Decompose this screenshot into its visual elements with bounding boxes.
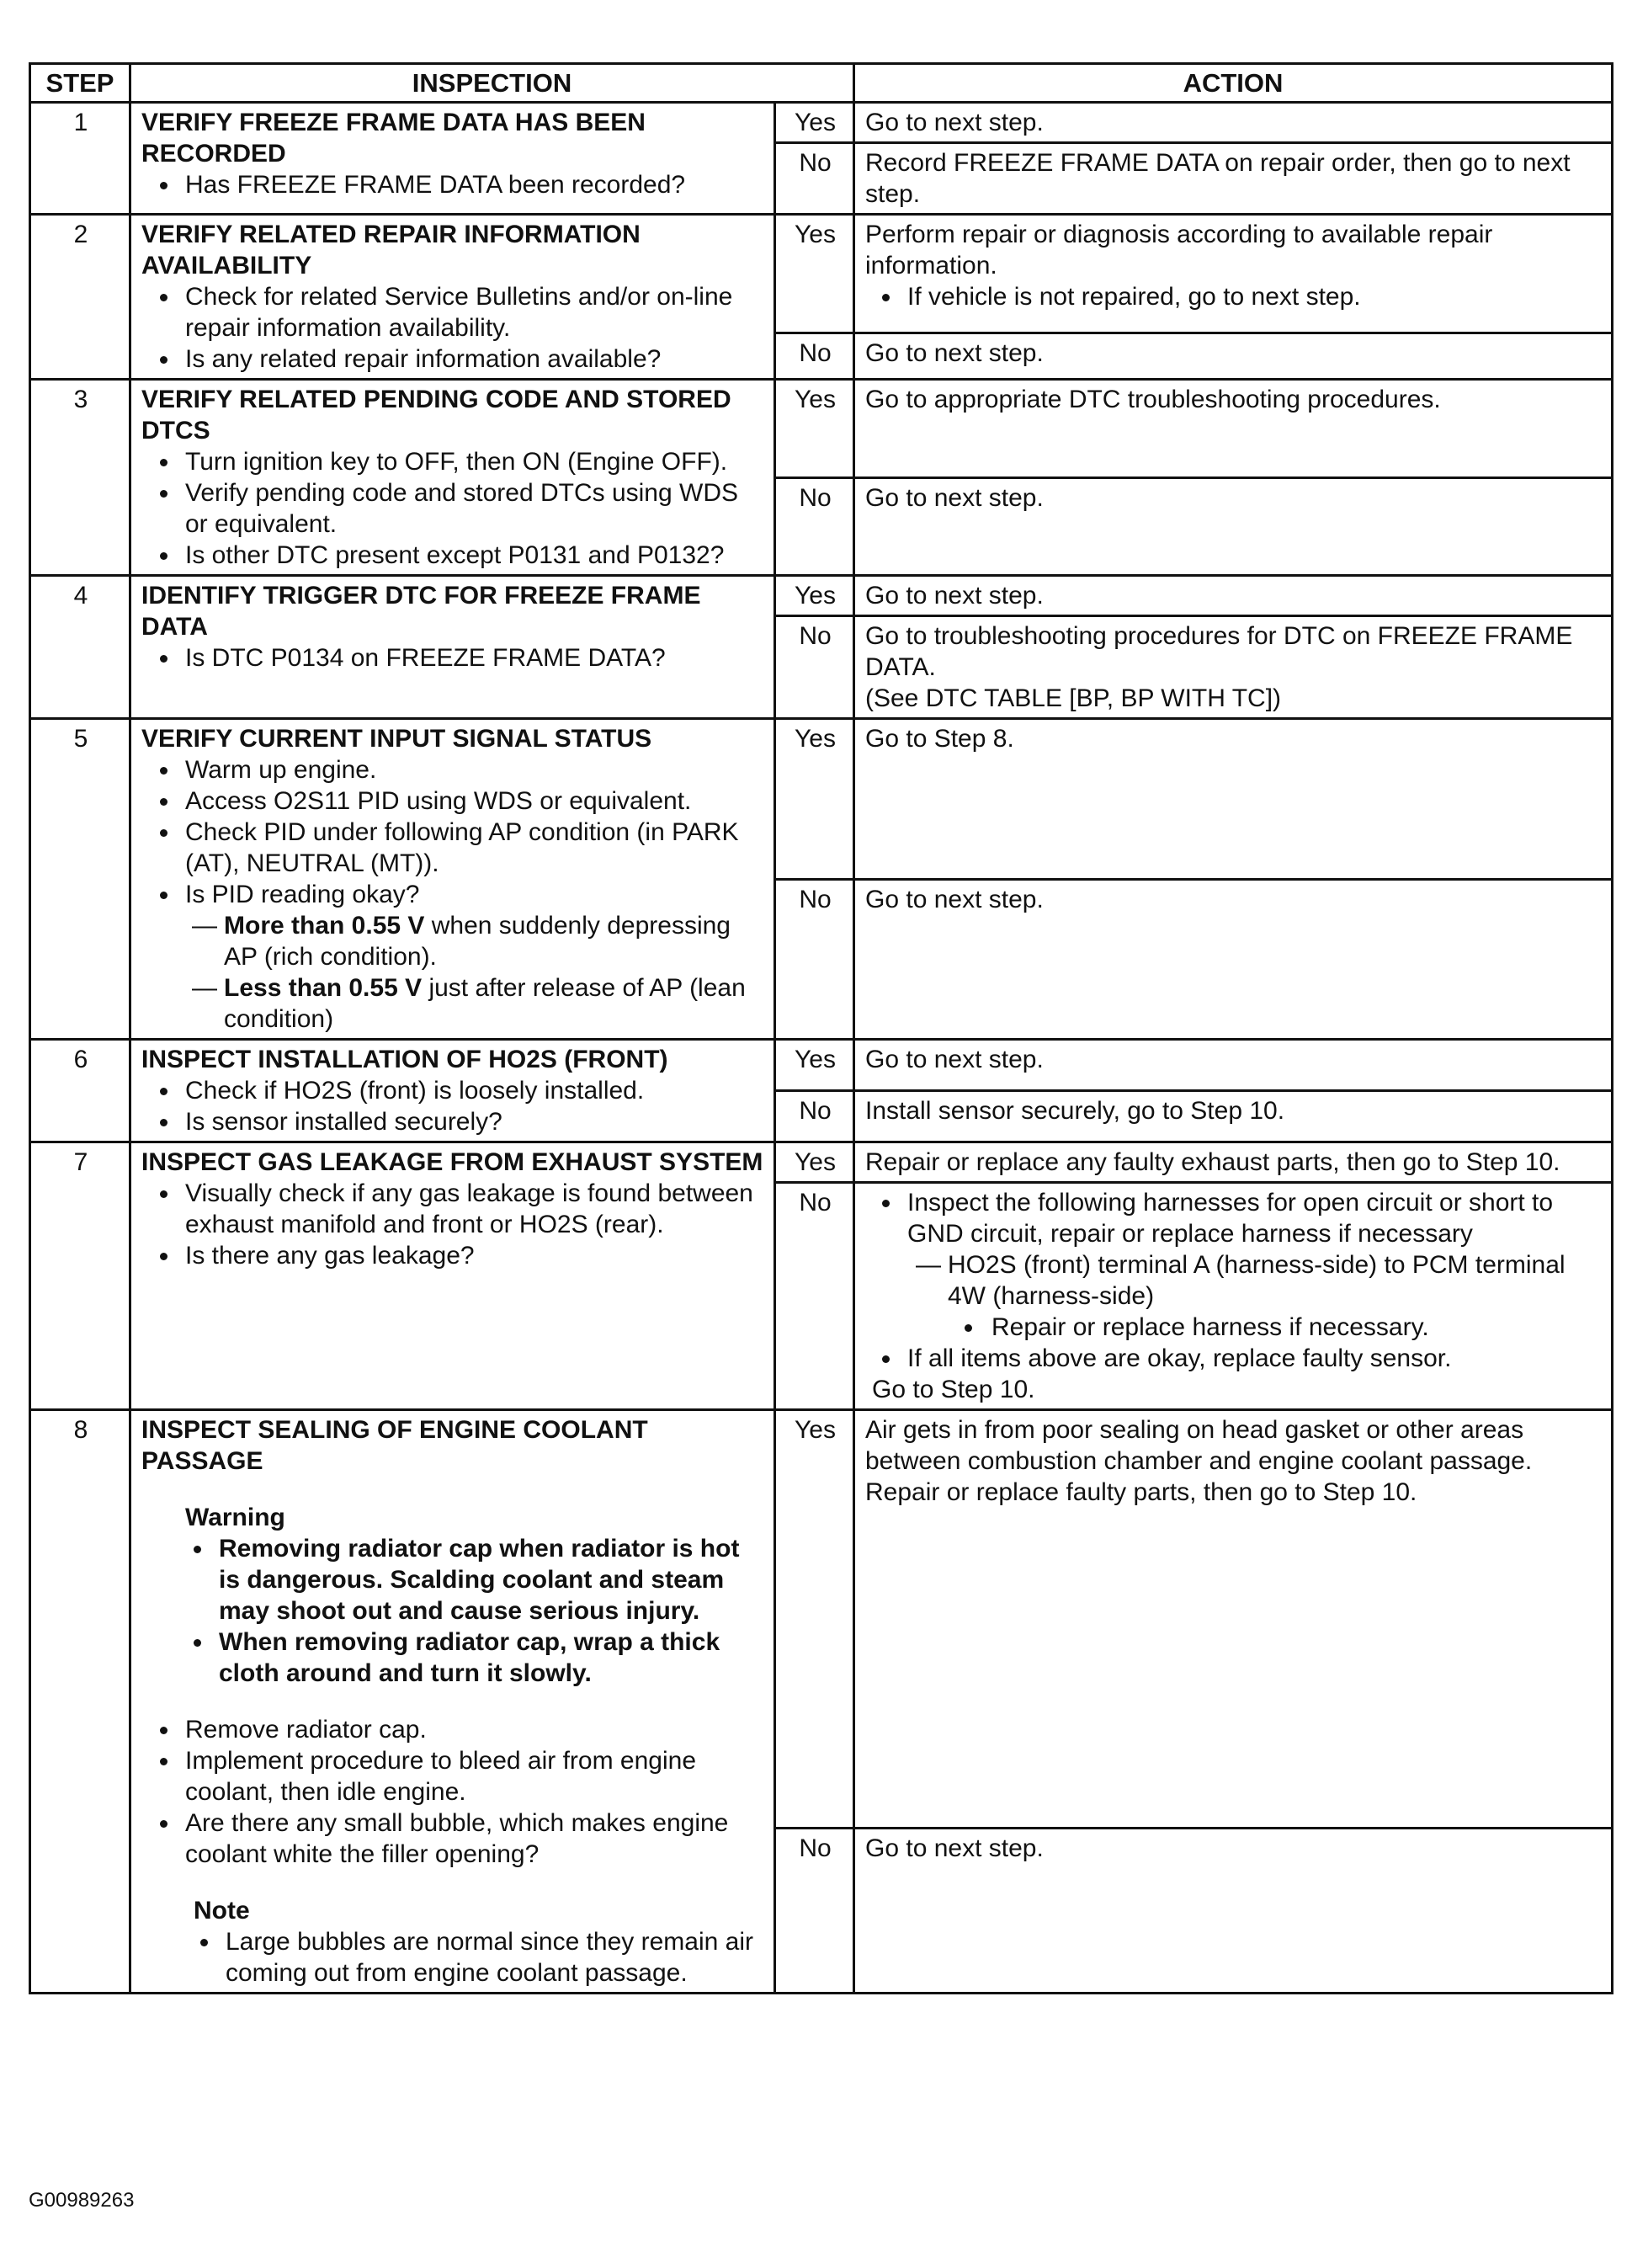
step-inspection <box>130 215 775 380</box>
yes-label: Yes <box>775 719 854 880</box>
yes-action: Go to Step 8. <box>854 719 1613 880</box>
no-action: Go to next step. <box>854 333 1613 379</box>
yes-action: Go to next step. <box>854 1040 1613 1091</box>
step-8-yes-row <box>30 1410 1613 1829</box>
step-inspection <box>130 719 775 1040</box>
inspection-title: VERIFY RELATED PENDING CODE AND STORED DTCS <box>141 386 731 445</box>
yes-action: Go to next step. <box>854 576 1613 616</box>
inspection-bullet: Verify pending code and stored DTCs using WDS or equivalent. <box>141 477 765 540</box>
step-number: 8 <box>30 1410 130 1994</box>
step-2-yes-row <box>30 215 1613 333</box>
inspection-title: INSPECT GAS LEAKAGE FROM EXHAUST SYSTEM <box>141 1148 763 1176</box>
step-number: 1 <box>30 103 130 215</box>
condition-item: — More than 0.55 V when suddenly depressing AP (rich condition). <box>192 912 731 971</box>
step-number: 6 <box>30 1040 130 1142</box>
inspection-bullet: Remove radiator cap. <box>141 1714 765 1745</box>
yes-action-followup: Repair or replace faulty parts, then go to Step 10. <box>865 1478 1417 1506</box>
header-step: STEP <box>30 64 130 103</box>
inspection-title: VERIFY FREEZE FRAME DATA HAS BEEN RECORDED <box>141 109 646 168</box>
step-number: 3 <box>30 380 130 576</box>
inspection-bullet: Turn ignition key to OFF, then ON (Engine OFF). <box>141 446 765 477</box>
yes-label: Yes <box>775 103 854 143</box>
yes-label: Yes <box>775 380 854 478</box>
yes-label: Yes <box>775 1142 854 1183</box>
no-action: Install sensor securely, go to Step 10. <box>854 1091 1613 1142</box>
no-action: Go to troubleshooting procedures for DTC on FREEZE FRAME DATA. <box>865 622 1573 681</box>
no-label: No <box>775 143 854 215</box>
inspection-title: INSPECT SEALING OF ENGINE COOLANT PASSAGE <box>141 1416 648 1475</box>
action-subitem-text: HO2S (front) terminal A (harness-side) to PCM terminal 4W (harness-side) <box>948 1251 1566 1310</box>
no-label: No <box>775 333 854 379</box>
action-bullet: Inspect the following harnesses for open circuit or short to GND circuit, repair or replace harness if necessary <box>865 1187 1603 1249</box>
yes-action: Repair or replace any faulty exhaust parts, then go to Step 10. <box>854 1142 1613 1183</box>
inspection-bullet: Has FREEZE FRAME DATA been recorded? <box>141 169 765 200</box>
inspection-bullet: Is DTC P0134 on FREEZE FRAME DATA? <box>141 642 765 673</box>
inspection-bullet: Check PID under following AP condition (in PARK (AT), NEUTRAL (MT)). <box>141 817 765 879</box>
action-subitem: — HO2S (front) terminal A (harness-side) to PCM terminal 4W (harness-side) <box>916 1251 1566 1310</box>
header-row <box>30 64 1613 103</box>
yes-label: Yes <box>775 1040 854 1091</box>
no-action-cell <box>854 616 1613 719</box>
inspection-title: INSPECT INSTALLATION OF HO2S (FRONT) <box>141 1046 668 1073</box>
inspection-bullet: Implement procedure to bleed air from engine coolant, then idle engine. <box>141 1745 765 1807</box>
no-label: No <box>775 879 854 1040</box>
no-action: Go to next step. <box>854 879 1613 1040</box>
step-inspection <box>130 1040 775 1142</box>
action-subbullet: Repair or replace harness if necessary. <box>865 1312 1603 1343</box>
yes-label: Yes <box>775 215 854 333</box>
inspection-bullet: Is there any gas leakage? <box>141 1240 765 1271</box>
yes-label: Yes <box>775 1410 854 1829</box>
yes-action: Perform repair or diagnosis according to available repair information. <box>865 221 1493 280</box>
no-action: Record FREEZE FRAME DATA on repair order, then go to next step. <box>854 143 1613 215</box>
step-1-yes-row <box>30 103 1613 143</box>
step-number: 2 <box>30 215 130 380</box>
no-action: Go to next step. <box>854 477 1613 576</box>
condition-value: Less than 0.55 V <box>224 974 423 1002</box>
step-inspection <box>130 1410 775 1994</box>
action-bullet: If all items above are okay, replace faulty sensor. <box>865 1343 1603 1374</box>
step-inspection <box>130 380 775 576</box>
note-bullet: Large bubbles are normal since they remain air coming out from engine coolant passage. <box>141 1926 765 1988</box>
no-label: No <box>775 616 854 719</box>
inspection-bullet: Is any related repair information available? <box>141 343 765 375</box>
step-4-yes-row <box>30 576 1613 616</box>
warning-title: Warning <box>185 1504 285 1531</box>
step-3-yes-row <box>30 380 1613 478</box>
figure-id: G00989263 <box>29 2189 135 2212</box>
step-6-yes-row <box>30 1040 1613 1091</box>
action-bullet: If vehicle is not repaired, go to next step. <box>865 281 1603 312</box>
no-label: No <box>775 1183 854 1410</box>
inspection-title: VERIFY CURRENT INPUT SIGNAL STATUS <box>141 725 652 753</box>
step-number: 7 <box>30 1142 130 1410</box>
no-action-cell <box>854 1183 1613 1410</box>
yes-action: Go to next step. <box>854 103 1613 143</box>
step-number: 4 <box>30 576 130 719</box>
step-inspection <box>130 1142 775 1410</box>
inspection-bullet: Check if HO2S (front) is loosely installed. <box>141 1075 765 1106</box>
no-action: Go to next step. <box>854 1829 1613 1994</box>
inspection-bullet: Access O2S11 PID using WDS or equivalent. <box>141 785 765 817</box>
no-action: Go to Step 10. <box>872 1376 1035 1403</box>
condition-value: More than 0.55 V <box>224 912 425 940</box>
inspection-bullet: Is sensor installed securely? <box>141 1106 765 1137</box>
yes-action-cell <box>854 1410 1613 1829</box>
header-action: ACTION <box>854 64 1613 103</box>
inspection-bullet: Are there any small bubble, which makes engine coolant white the filler opening? <box>141 1807 765 1870</box>
inspection-bullet: Is PID reading okay? <box>141 879 765 910</box>
step-5-yes-row <box>30 719 1613 880</box>
yes-action-cell <box>854 215 1613 333</box>
warning-bullet: When removing radiator cap, wrap a thick cloth around and turn it slowly. <box>141 1626 765 1689</box>
inspection-bullet: Check for related Service Bulletins and/or on-line repair information availability. <box>141 281 765 343</box>
step-number: 5 <box>30 719 130 1040</box>
condition-item: — Less than 0.55 V just after release of AP (lean condition) <box>192 974 746 1033</box>
inspection-bullet: Warm up engine. <box>141 754 765 785</box>
no-action-reference: (See DTC TABLE [BP, BP WITH TC]) <box>865 684 1282 712</box>
step-inspection <box>130 576 775 719</box>
warning-bullet: Removing radiator cap when radiator is hot is dangerous. Scalding coolant and steam may shoot out and cause serious injury. <box>141 1533 765 1626</box>
inspection-title: IDENTIFY TRIGGER DTC FOR FREEZE FRAME DATA <box>141 582 701 641</box>
condition-text: when suddenly depressing AP (rich condition). <box>224 912 731 971</box>
inspection-bullet: Is other DTC present except P0131 and P0132? <box>141 540 765 571</box>
step-7-yes-row <box>30 1142 1613 1183</box>
condition-text: just after release of AP (lean condition) <box>224 974 746 1033</box>
no-label: No <box>775 1091 854 1142</box>
yes-action: Air gets in from poor sealing on head gasket or other areas between combustion chamber and engine coolant passage. <box>865 1416 1533 1475</box>
no-label: No <box>775 1829 854 1994</box>
header-inspection: INSPECTION <box>130 64 854 103</box>
inspection-title: VERIFY RELATED REPAIR INFORMATION AVAILABILITY <box>141 221 641 280</box>
yes-action: Go to appropriate DTC troubleshooting procedures. <box>854 380 1613 478</box>
no-label: No <box>775 477 854 576</box>
note-title: Note <box>194 1897 250 1925</box>
inspection-bullet: Visually check if any gas leakage is found between exhaust manifold and front or HO2S (rear). <box>141 1178 765 1240</box>
yes-label: Yes <box>775 576 854 616</box>
diagnostic-table <box>29 62 1613 1994</box>
step-inspection <box>130 103 775 215</box>
